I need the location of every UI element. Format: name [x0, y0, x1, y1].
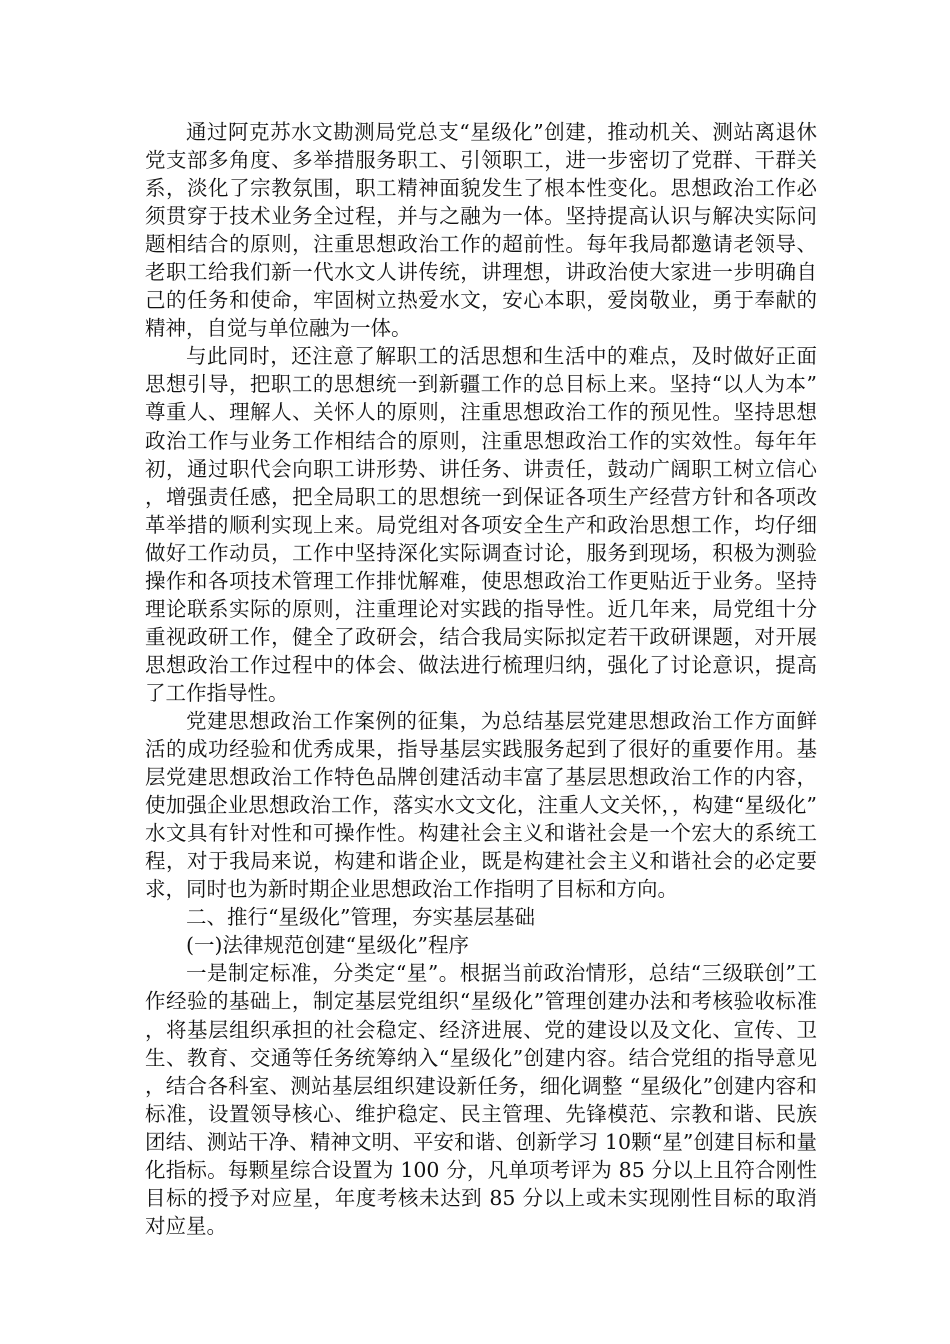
document-body [145, 118, 817, 1240]
paragraph-4: 一是制定标准，分类定“星”。根据当前政治情形，总结“三级联创”工作经验的基础上，制定基层党组织“星级化”管理创建办法和考核验收标准，将基层组织承担的社会稳定、经济进展、党的建设以及文化、宣传、卫生、教育、交通等任务统筹纳入“星级化”创建内容。结合党组的指导意见，结合各科室、测站基层组织建设新任务，细化调整 “星级化”创建内容和标准，设置领导核心、维护稳定、民主管理、先锋模范、宗教和谐、民族团结、测站干净、精神文明、平安和谐、创新学习 10颗“星”创建目标和量化指标。每颗星综合设置为 100 分，凡单项考评为 85 分以上且符合刚性目标的授予对应星，年度考核未达到 85 分以上或未实现刚性目标的取消对应星。 [145, 961, 817, 1238]
paragraph-3: 党建思想政治工作案例的征集，为总结基层党建思想政治工作方面鲜活的成功经验和优秀成果，指导基层实践服务起到了很好的重要作用。基层党建思想政治工作特色品牌创建活动丰富了基层思想政治工作的内容，使加强企业思想政治工作，落实水文文化，注重人文关怀，，构建“星级化”水文具有针对性和可操作性。构建社会主义和谐社会是一个宏大的系统工程，对于我局来说，构建和谐企业，既是构建社会主义和谐社会的必定要求，同时也为新时期企业思想政治工作指明了目标和方向。 [145, 708, 817, 902]
paragraph-1: 通过阿克苏水文勘测局党总支“星级化”创建，推动机关、测站离退休党支部多角度、多举措服务职工、引领职工，进一步密切了党群、干群关系，淡化了宗教氛围，职工精神面貌发生了根本性变化。思想政治工作必须贯穿于技术业务全过程，并与之融为一体。坚持提高认识与解决实际问题相结合的原则，注重思想政治工作的超前性。每年我局都邀请老领导、老职工给我们新一代水文人讲传统，讲理想，讲政治使大家进一步明确自己的任务和使命，牢固树立热爱水文，安心本职，爱岗敬业，勇于奉献的精神，自觉与单位融为一体。 [145, 120, 817, 341]
subsection-heading: (一)法律规范创建“星级化”程序 [186, 933, 469, 958]
section-heading: 二、推行“星级化”管理，夯实基层基础 [186, 905, 535, 930]
paragraph-2: 与此同时，还注意了解职工的活思想和生活中的难点，及时做好正面思想引导，把职工的思想统一到新疆工作的总目标上来。坚持“以人为本”尊重人、理解人、关怀人的原则，注重思想政治工作的预见性。坚持思想政治工作与业务工作相结合的原则，注重思想政治工作的实效性。每年年初，通过职代会向职工讲形势、讲任务、讲责任，鼓动广阔职工树立信心，增强责任感，把全局职工的思想统一到保证各项生产经营方针和各项改革举措的顺利实现上来。局党组对各项安全生产和政治思想工作，均仔细做好工作动员，工作中坚持深化实际调查讨论，服务到现场，积极为测验操作和各项技术管理工作排忧解难，使思想政治工作更贴近于业务。坚持理论联系实际的原则，注重理论对实践的指导性。近几年来，局党组十分重视政研工作，健全了政研会，结合我局实际拟定若干政研课题，对开展思想政治工作过程中的体会、做法进行梳理归纳，强化了讨论意识，提高了工作指导性。 [145, 344, 817, 705]
